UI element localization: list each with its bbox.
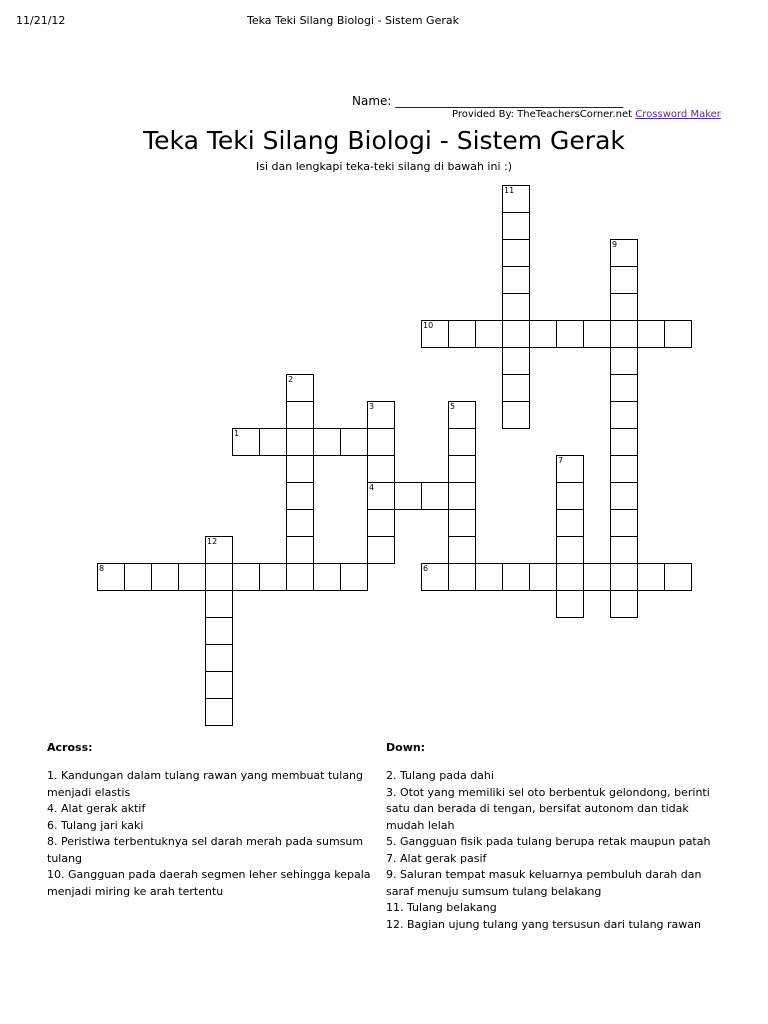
across-clue: 1. Kandungan dalam tulang rawan yang membuat tulang menjadi elastis [47,769,364,799]
crossword-cell[interactable] [367,482,395,510]
crossword-cell[interactable] [205,698,233,726]
clue-number: 1 [234,429,240,438]
crossword-cell[interactable] [583,320,611,348]
down-clue: 3. Otot yang memiliki sel oto berbentuk gelondong, berinti satu dan berada di tengan, bersifat autonom dan tidak mudah lelah [386,785,710,832]
crossword-cell[interactable] [475,320,503,348]
crossword-cell[interactable] [448,320,476,348]
crossword-cell[interactable] [556,320,584,348]
crossword-cell[interactable] [529,563,557,591]
crossword-cell[interactable] [610,455,638,483]
crossword-cell[interactable] [286,563,314,591]
crossword-cell[interactable] [502,185,530,213]
crossword-cell[interactable] [610,428,638,456]
crossword-cell[interactable] [286,509,314,537]
crossword-cell[interactable] [313,428,341,456]
crossword-cell[interactable] [556,455,584,483]
clue-number: 3 [369,402,375,411]
clue-number: 4 [369,483,375,492]
down-clue: 11. Tulang belakang [386,901,497,914]
crossword-cell[interactable] [448,428,476,456]
across-clue: 8. Peristiwa terbentuknya sel darah merah pada sumsum tulang [47,835,364,865]
crossword-cell[interactable] [556,563,584,591]
crossword-cell[interactable] [286,401,314,429]
crossword-cell[interactable] [610,347,638,375]
crossword-cell[interactable] [610,482,638,510]
crossword-cell[interactable] [205,536,233,564]
crossword-cell[interactable] [637,563,665,591]
crossword-cell[interactable] [502,266,530,294]
down-clue: 9. Saluran tempat masuk keluarnya pembuluh darah dan saraf menuju sumsum tulang belakang [386,868,702,898]
crossword-cell[interactable] [448,509,476,537]
crossword-cell[interactable] [610,590,638,618]
provided-by-text: Provided By: TheTeachersCorner.net [452,109,633,120]
name-field-label: Name: ______________________________________ [352,94,624,108]
crossword-cell[interactable] [205,590,233,618]
crossword-cell[interactable] [286,455,314,483]
crossword-cell[interactable] [610,536,638,564]
crossword-cell[interactable] [556,509,584,537]
crossword-cell[interactable] [448,563,476,591]
crossword-cell[interactable] [475,563,503,591]
down-clue: 2. Tulang pada dahi [386,769,494,782]
across-heading: Across: [47,741,93,754]
crossword-cell[interactable] [448,401,476,429]
crossword-cell[interactable] [394,482,422,510]
crossword-cell[interactable] [205,563,233,591]
provided-by [452,109,721,120]
across-clue: 4. Alat gerak aktif [47,802,146,815]
crossword-cell[interactable] [367,428,395,456]
crossword-cell[interactable] [367,455,395,483]
crossword-cell[interactable] [259,428,287,456]
crossword-cell[interactable] [556,482,584,510]
crossword-cell[interactable] [556,536,584,564]
crossword-cell[interactable] [664,563,692,591]
across-clue-list [47,768,375,900]
crossword-cell[interactable] [286,374,314,402]
crossword-cell[interactable] [313,563,341,591]
crossword-cell[interactable] [367,401,395,429]
crossword-cell[interactable] [610,293,638,321]
crossword-cell[interactable] [610,563,638,591]
crossword-cell[interactable] [502,347,530,375]
across-clue: 10. Gangguan pada daerah segmen leher sehingga kepala menjadi miring ke arah tertentu [47,868,371,898]
down-clue: 5. Gangguan fisik pada tulang berupa retak maupun patah [386,835,711,848]
crossword-cell[interactable] [340,428,368,456]
print-title: Teka Teki Silang Biologi - Sistem Gerak [247,14,459,27]
clue-number: 7 [558,456,564,465]
crossword-cell[interactable] [448,536,476,564]
crossword-cell[interactable] [610,401,638,429]
clue-number: 10 [423,321,434,330]
across-clue: 6. Tulang jari kaki [47,818,144,832]
clue-number: 9 [612,240,618,249]
crossword-cell[interactable] [502,293,530,321]
clue-number: 11 [504,186,515,195]
page-title: Teka Teki Silang Biologi - Sistem Gerak [143,126,625,155]
crossword-cell[interactable] [502,212,530,240]
down-clue: 7. Alat gerak pasif [386,851,487,865]
crossword-cell[interactable] [421,482,449,510]
clue-number: 8 [99,564,105,573]
crossword-cell[interactable] [502,563,530,591]
crossword-cell[interactable] [205,617,233,645]
down-heading: Down: [386,741,426,754]
crossword-cell[interactable] [232,563,260,591]
crossword-cell[interactable] [448,455,476,483]
crossword-cell[interactable] [151,563,179,591]
page-subtitle: Isi dan lengkapi teka-teki silang di bawah ini :) [256,160,512,173]
crossword-cell[interactable] [421,563,449,591]
crossword-cell[interactable] [448,482,476,510]
down-clue: 12. Bagian ujung tulang yang tersusun dari tulang rawan [386,917,701,931]
crossword-cell[interactable] [610,239,638,267]
crossword-cell[interactable] [502,320,530,348]
crossword-cell[interactable] [637,320,665,348]
crossword-cell[interactable] [232,428,260,456]
crossword-cell[interactable] [286,482,314,510]
crossword-cell[interactable] [502,401,530,429]
crossword-cell[interactable] [583,563,611,591]
crossword-cell[interactable] [178,563,206,591]
crossword-cell[interactable] [97,563,125,591]
crossword-cell[interactable] [610,320,638,348]
crossword-cell[interactable] [205,671,233,699]
clue-number: 6 [423,564,429,573]
clue-number: 2 [288,375,294,384]
crossword-cell[interactable] [610,374,638,402]
crossword-cell[interactable] [340,563,368,591]
crossword-cell[interactable] [556,590,584,618]
crossword-cell[interactable] [205,644,233,672]
crossword-cell[interactable] [529,320,557,348]
crossword-cell[interactable] [367,536,395,564]
crossword-cell[interactable] [502,239,530,267]
crossword-cell[interactable] [502,374,530,402]
crossword-cell[interactable] [286,536,314,564]
clue-number: 12 [207,537,218,546]
crossword-cell[interactable] [610,266,638,294]
crossword-cell[interactable] [421,320,449,348]
print-date: 11/21/12 [16,14,66,27]
crossword-cell[interactable] [259,563,287,591]
crossword-cell[interactable] [664,320,692,348]
crossword-maker-link[interactable]: Crossword Maker [635,109,721,120]
clue-number: 5 [450,402,456,411]
crossword-cell[interactable] [367,509,395,537]
crossword-cell[interactable] [286,428,314,456]
crossword-cell[interactable] [610,509,638,537]
crossword-cell[interactable] [124,563,152,591]
down-clue-list [386,768,726,933]
